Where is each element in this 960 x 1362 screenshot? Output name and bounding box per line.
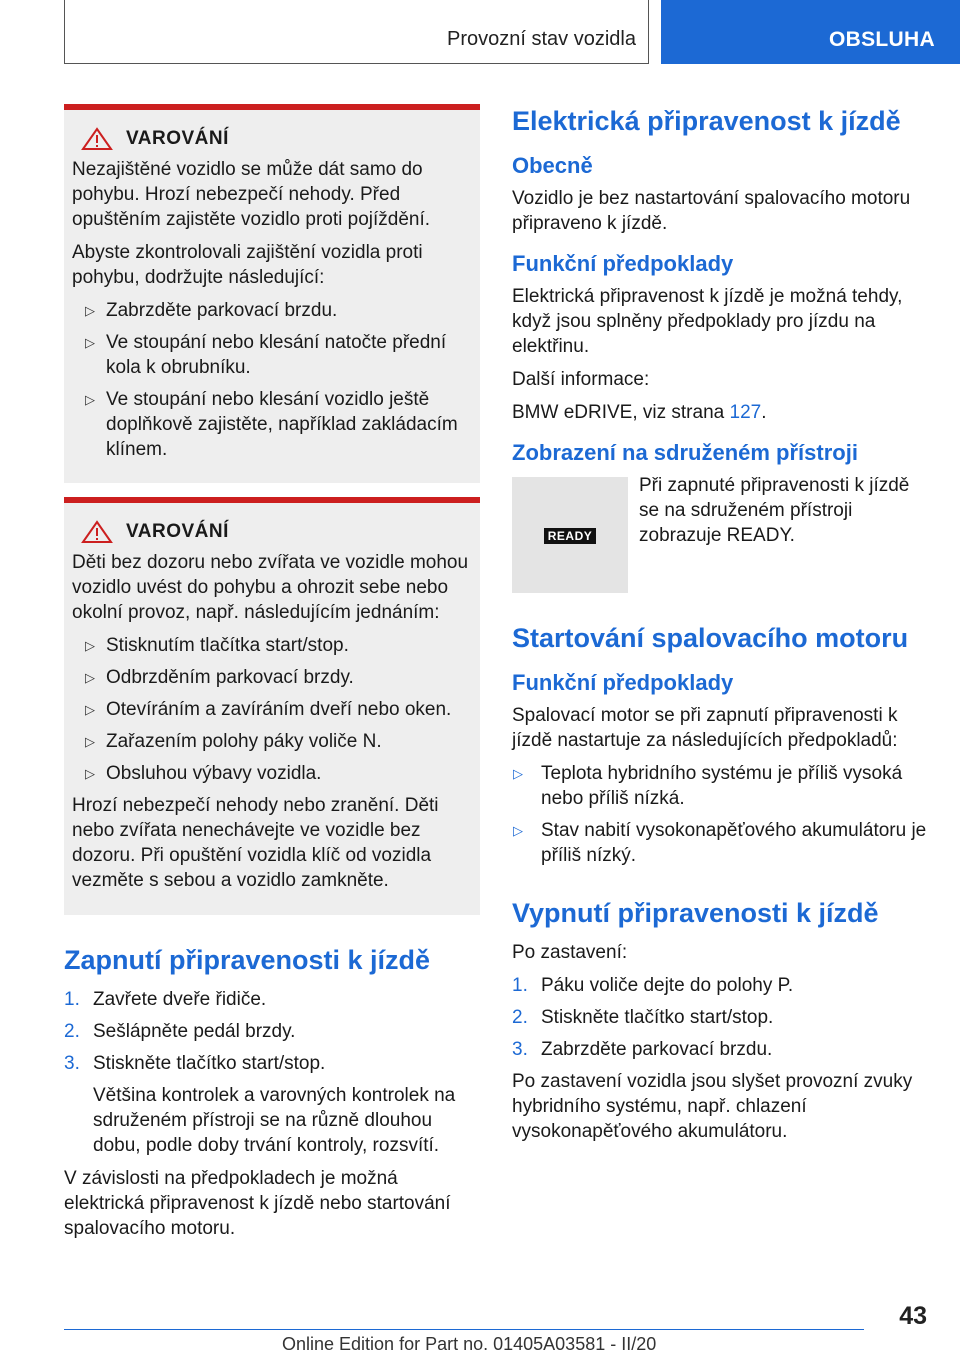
paragraph: Vozidlo je bez nastartování spalovacího motoru připraveno k jízdě. <box>512 188 911 234</box>
warning-box-2 <box>64 497 480 915</box>
condition-list <box>512 761 932 868</box>
warning-title: VAROVÁNÍ <box>126 128 229 149</box>
triangle-bullet-icon: ▷ <box>85 766 95 781</box>
step-number: 2. <box>64 1021 80 1042</box>
section-title: Elektrická připravenost k jízdě <box>512 106 901 136</box>
step-item <box>64 987 480 1012</box>
step-text: Zavřete dveře řidiče. <box>93 989 267 1010</box>
list-item <box>72 330 472 380</box>
reference-text: BMW eDRIVE, viz strana <box>512 402 730 423</box>
warning-triangle-icon <box>80 520 114 544</box>
triangle-bullet-icon: ▷ <box>85 303 95 318</box>
triangle-bullet-icon: ▷ <box>513 823 523 838</box>
step-note: Většina kontrolek a varovných kontrolek na sdruženém přístroji se na různě dlouhou dobu, podle doby trvání kontroly, rozsvítí. <box>93 1085 456 1156</box>
step-number: 3. <box>512 1039 528 1060</box>
triangle-bullet-icon: ▷ <box>85 638 95 653</box>
step-item <box>512 973 932 998</box>
step-item <box>64 1019 480 1044</box>
step-item <box>512 1037 932 1062</box>
list-item <box>72 761 472 786</box>
warning-box-1 <box>64 104 480 483</box>
section-title: Startování spalovacího motoru <box>512 623 909 653</box>
triangle-bullet-icon: ▷ <box>85 670 95 685</box>
subsection-title: Zobrazení na sdruženém přístroji <box>512 440 858 465</box>
triangle-bullet-icon: ▷ <box>85 335 95 350</box>
page-number: 43 <box>899 1302 927 1330</box>
step-number: 1. <box>64 989 80 1010</box>
list-item-text: Ve stoupání nebo klesání vozidlo ještě doplňkově zajistěte, například zakládacím klínem. <box>106 389 458 460</box>
ready-display-image <box>512 477 628 593</box>
step-text: Sešlápněte pedál brzdy. <box>93 1021 296 1042</box>
subsection-title: Funkční předpoklady <box>512 670 734 695</box>
ready-indicator: READY <box>544 528 596 544</box>
triangle-bullet-icon: ▷ <box>85 702 95 717</box>
page-link[interactable]: 127 <box>729 402 762 423</box>
paragraph: Při zapnuté připravenosti k jízdě se na sdruženém přístroji zobrazuje READY. <box>639 475 910 546</box>
paragraph: Spalovací motor se při zapnutí připravenosti k jízdě nastartuje za následujících předpokladů: <box>512 705 898 751</box>
subsection-title: Obecně <box>512 153 593 178</box>
step-text: Zabrzděte parkovací brzdu. <box>541 1039 773 1060</box>
warning-paragraph: Nezajištěné vozidlo se může dát samo do pohybu. Hrozí nebezpečí nehody. Před opuštěním zajistěte vozidlo proti pojíždění. <box>72 159 431 230</box>
triangle-bullet-icon: ▷ <box>85 392 95 407</box>
steps-list <box>512 973 932 1062</box>
footer-divider <box>64 1329 864 1330</box>
list-item <box>72 387 472 462</box>
left-column <box>64 104 480 1249</box>
step-number: 3. <box>64 1053 80 1074</box>
list-item-text: Teplota hybridního systému je příliš vysoká nebo příliš nízká. <box>541 763 903 809</box>
warning-list <box>72 633 472 786</box>
right-column <box>512 104 932 1152</box>
warning-list <box>72 298 472 462</box>
triangle-bullet-icon: ▷ <box>513 766 523 781</box>
list-item-text: Stisknutím tlačítka start/stop. <box>106 635 349 656</box>
list-item <box>72 729 472 754</box>
paragraph: Elektrická připravenost k jízdě je možná tehdy, když jsou splněny předpoklady pro jízdu na elektřinu. <box>512 286 903 357</box>
step-item <box>64 1051 480 1076</box>
list-item <box>512 818 932 868</box>
list-item-text: Otevíráním a zavíráním dveří nebo oken. <box>106 699 452 720</box>
header-tab-label: OBSLUHA <box>829 28 935 51</box>
list-item-text: Zabrzděte parkovací brzdu. <box>106 300 338 321</box>
list-item-text: Obsluhou výbavy vozidla. <box>106 763 322 784</box>
list-item <box>72 697 472 722</box>
subsection-title: Funkční předpoklady <box>512 251 734 276</box>
list-item <box>512 761 932 811</box>
warning-paragraph: Hrozí nebezpečí nehody nebo zranění. Děti nebo zvířata nenechávejte ve vozidle bez dozoru. Při opuštění vozidla klíč od vozidla vezměte s sebou a vozidlo zamkněte. <box>72 795 439 891</box>
list-item-text: Zařazením polohy páky voliče N. <box>106 731 382 752</box>
list-item <box>72 633 472 658</box>
header-section-frame <box>64 0 649 64</box>
closing-paragraph: V závislosti na předpokladech je možná elektrická připravenost k jízdě nebo startování spalovacího motoru. <box>64 1168 451 1239</box>
triangle-bullet-icon: ▷ <box>85 734 95 749</box>
list-item <box>72 298 472 323</box>
list-item-text: Odbrzděním parkovací brzdy. <box>106 667 354 688</box>
footer-edition: Online Edition for Part no. 01405A03581 - II/20 <box>282 1334 657 1354</box>
warning-paragraph: Abyste zkontrolovali zajištění vozidla proti pohybu, dodržujte následující: <box>72 242 423 288</box>
paragraph: Další informace: <box>512 369 650 390</box>
paragraph: Po zastavení: <box>512 942 628 963</box>
warning-header <box>72 519 472 544</box>
step-item <box>512 1005 932 1030</box>
section-title: Vypnutí připravenosti k jízdě <box>512 898 879 928</box>
header-tab-obsluha[interactable] <box>661 0 960 64</box>
warning-header <box>72 126 472 151</box>
step-text: Páku voliče dejte do polohy P. <box>541 975 794 996</box>
step-text: Stiskněte tlačítko start/stop. <box>93 1053 326 1074</box>
warning-paragraph: Děti bez dozoru nebo zvířata ve vozidle mohou vozidlo uvést do pohybu a ohrozit sebe nebo okolní provoz, např. následujícím jednáním: <box>72 552 469 623</box>
step-number: 1. <box>512 975 528 996</box>
header-section-title: Provozní stav vozidla <box>447 28 636 50</box>
step-number: 2. <box>512 1007 528 1028</box>
list-item <box>72 665 472 690</box>
warning-triangle-icon <box>80 127 114 151</box>
display-row <box>512 473 932 593</box>
section-title: Zapnutí připravenosti k jízdě <box>64 945 431 975</box>
cross-reference <box>512 400 932 425</box>
step-text: Stiskněte tlačítko start/stop. <box>541 1007 774 1028</box>
list-item-text: Ve stoupání nebo klesání natočte přední kola k obrubníku. <box>106 332 447 378</box>
reference-end: . <box>761 402 767 423</box>
closing-paragraph: Po zastavení vozidla jsou slyšet provozní zvuky hybridního systému, např. chlazení vysokonapěťového akumulátoru. <box>512 1071 913 1142</box>
steps-list <box>64 987 480 1076</box>
list-item-text: Stav nabití vysokonapěťového akumulátoru je příliš nízký. <box>541 820 927 866</box>
warning-title: VAROVÁNÍ <box>126 521 229 542</box>
